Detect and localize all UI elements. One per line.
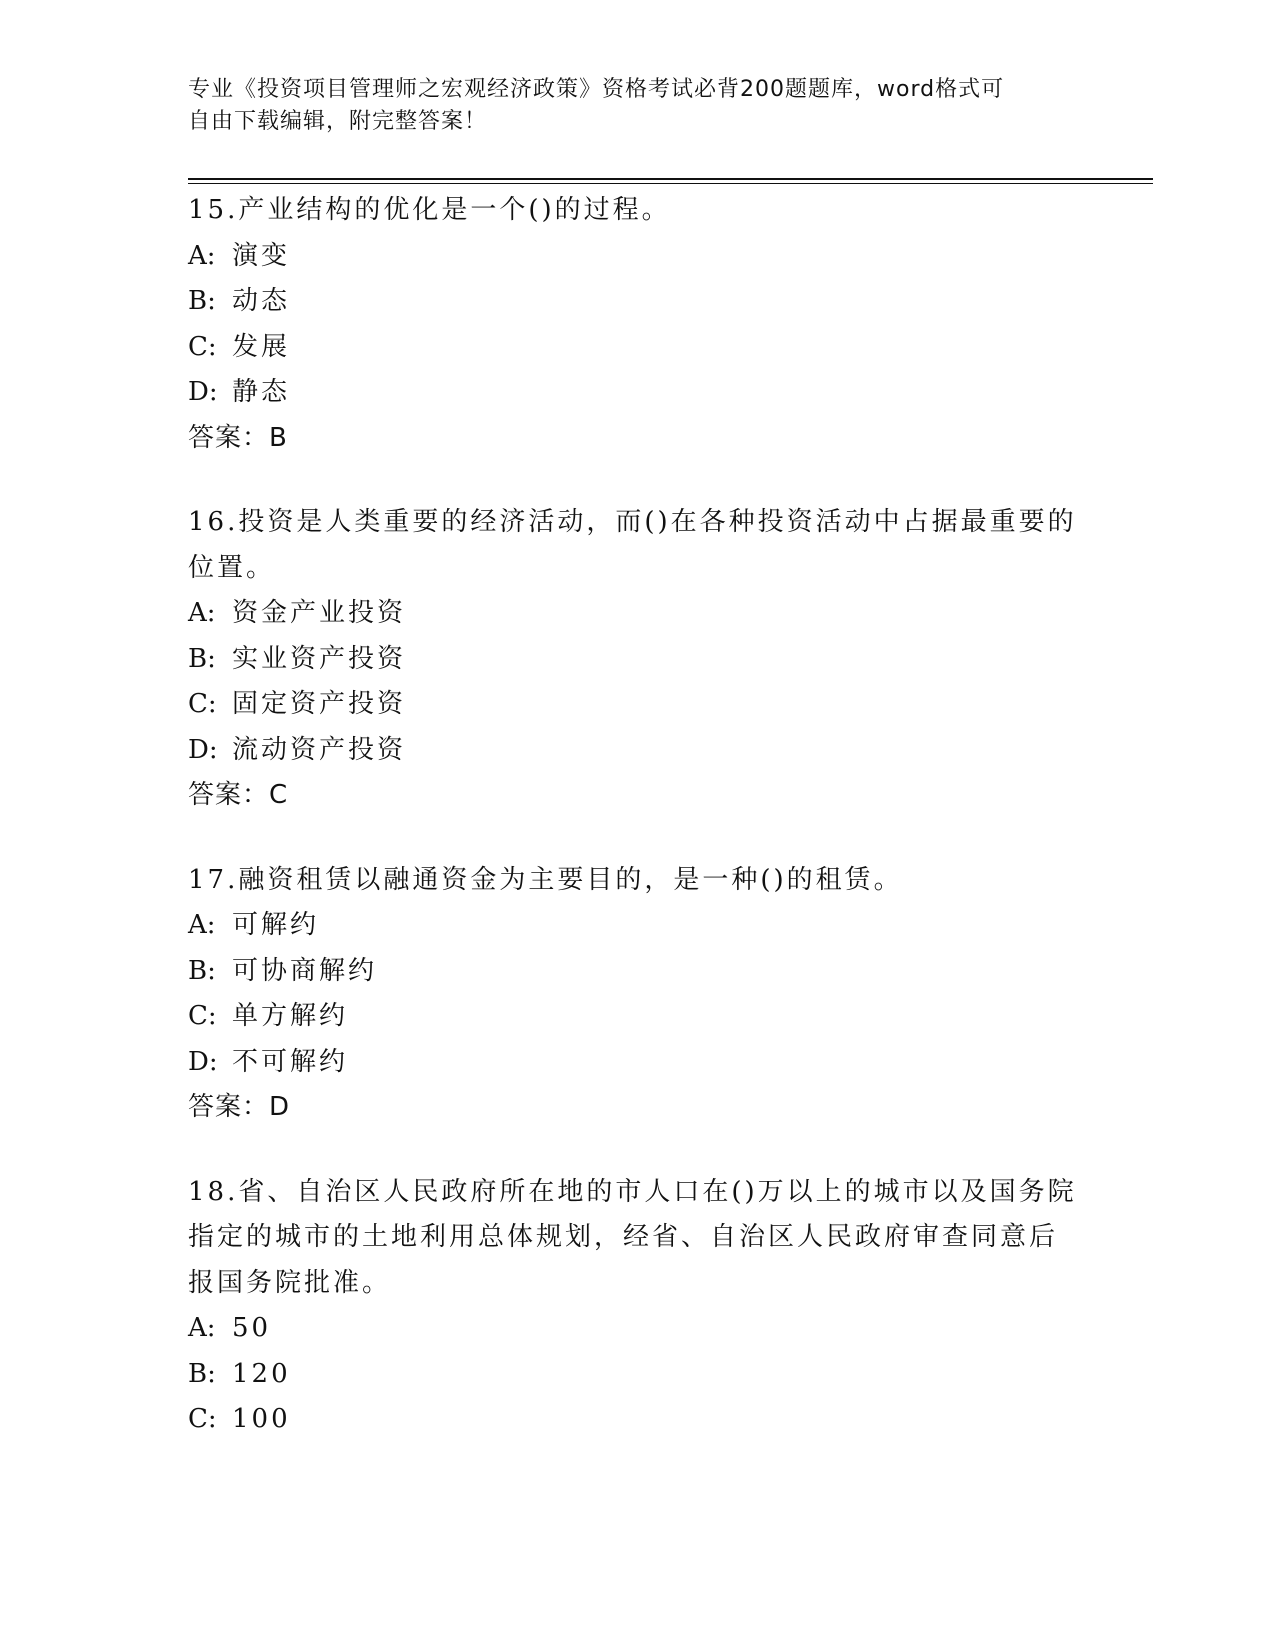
option-c <box>188 1397 1088 1443</box>
option-a <box>188 234 1088 280</box>
header-line-2: 自由下载编辑，附完整答案！ <box>188 109 488 134</box>
option-letter: B: <box>188 1358 216 1389</box>
option-text: 发展 <box>232 331 291 362</box>
option-letter: D: <box>188 1046 218 1077</box>
option-c <box>188 682 1088 728</box>
header-line-1: 专业《投资项目管理师之宏观经济政策》资格考试必背200题题库，word格式可 <box>188 77 1005 102</box>
option-d <box>188 728 1088 774</box>
option-text: 固定资产投资 <box>232 689 407 719</box>
option-text: 演变 <box>232 240 291 271</box>
question-18 <box>188 1170 1088 1443</box>
option-d <box>188 1040 1088 1086</box>
option-c <box>188 994 1088 1040</box>
option-a <box>188 903 1088 949</box>
option-text: 100 <box>232 1404 291 1434</box>
question-stem-line-2: 位置。 <box>188 552 276 583</box>
option-letter: C: <box>188 1404 217 1434</box>
option-a <box>188 1306 1088 1352</box>
question-15 <box>188 188 1088 461</box>
question-17 <box>188 858 1088 1131</box>
option-b <box>188 949 1088 995</box>
option-b <box>188 637 1088 683</box>
option-letter: A: <box>188 598 216 628</box>
option-text: 120 <box>232 1358 291 1389</box>
question-16 <box>188 500 1088 819</box>
option-text: 可解约 <box>232 910 320 940</box>
option-letter: D: <box>188 377 218 407</box>
question-stem-line-1: 16.投资是人类重要的经济活动，而()在各种投资活动中占据最重要的 <box>188 507 1077 537</box>
option-text: 50 <box>232 1313 272 1343</box>
document-header <box>188 74 1088 138</box>
option-letter: B: <box>188 643 216 674</box>
header-divider-thick <box>188 178 1153 180</box>
option-letter: B: <box>188 955 216 986</box>
option-letter: A: <box>188 1313 216 1343</box>
option-text: 动态 <box>232 286 291 316</box>
option-text: 不可解约 <box>232 1046 349 1077</box>
option-letter: A: <box>188 910 216 940</box>
question-list <box>188 188 1088 1482</box>
option-b <box>188 279 1088 325</box>
option-letter: B: <box>188 286 216 316</box>
option-letter: D: <box>188 734 218 765</box>
option-letter: C: <box>188 331 217 362</box>
answer-line: 答案：D <box>188 1092 291 1122</box>
option-a <box>188 591 1088 637</box>
answer-line: 答案：B <box>188 422 288 453</box>
question-stem-line-1: 18.省、自治区人民政府所在地的市人口在()万以上的城市以及国务院 <box>188 1176 1077 1207</box>
option-letter: C: <box>188 689 217 719</box>
question-stem-line-2: 指定的城市的土地利用总体规划，经省、自治区人民政府审查同意后 <box>188 1222 1059 1252</box>
option-letter: A: <box>188 240 216 271</box>
option-letter: C: <box>188 1001 217 1031</box>
option-b <box>188 1352 1088 1398</box>
header-divider-thin <box>188 183 1153 184</box>
option-text: 可协商解约 <box>232 955 378 986</box>
option-text: 资金产业投资 <box>232 598 407 628</box>
option-text: 静态 <box>232 377 291 407</box>
option-text: 流动资产投资 <box>232 734 407 765</box>
option-d <box>188 370 1088 416</box>
question-stem-line-3: 报国务院批准。 <box>188 1267 392 1298</box>
option-text: 单方解约 <box>232 1001 349 1031</box>
question-stem: 17.融资租赁以融通资金为主要目的，是一种()的租赁。 <box>188 864 903 895</box>
option-text: 实业资产投资 <box>232 643 407 674</box>
option-c <box>188 325 1088 371</box>
answer-line: 答案：C <box>188 780 289 810</box>
question-stem: 15.产业结构的优化是一个()的过程。 <box>188 195 671 225</box>
